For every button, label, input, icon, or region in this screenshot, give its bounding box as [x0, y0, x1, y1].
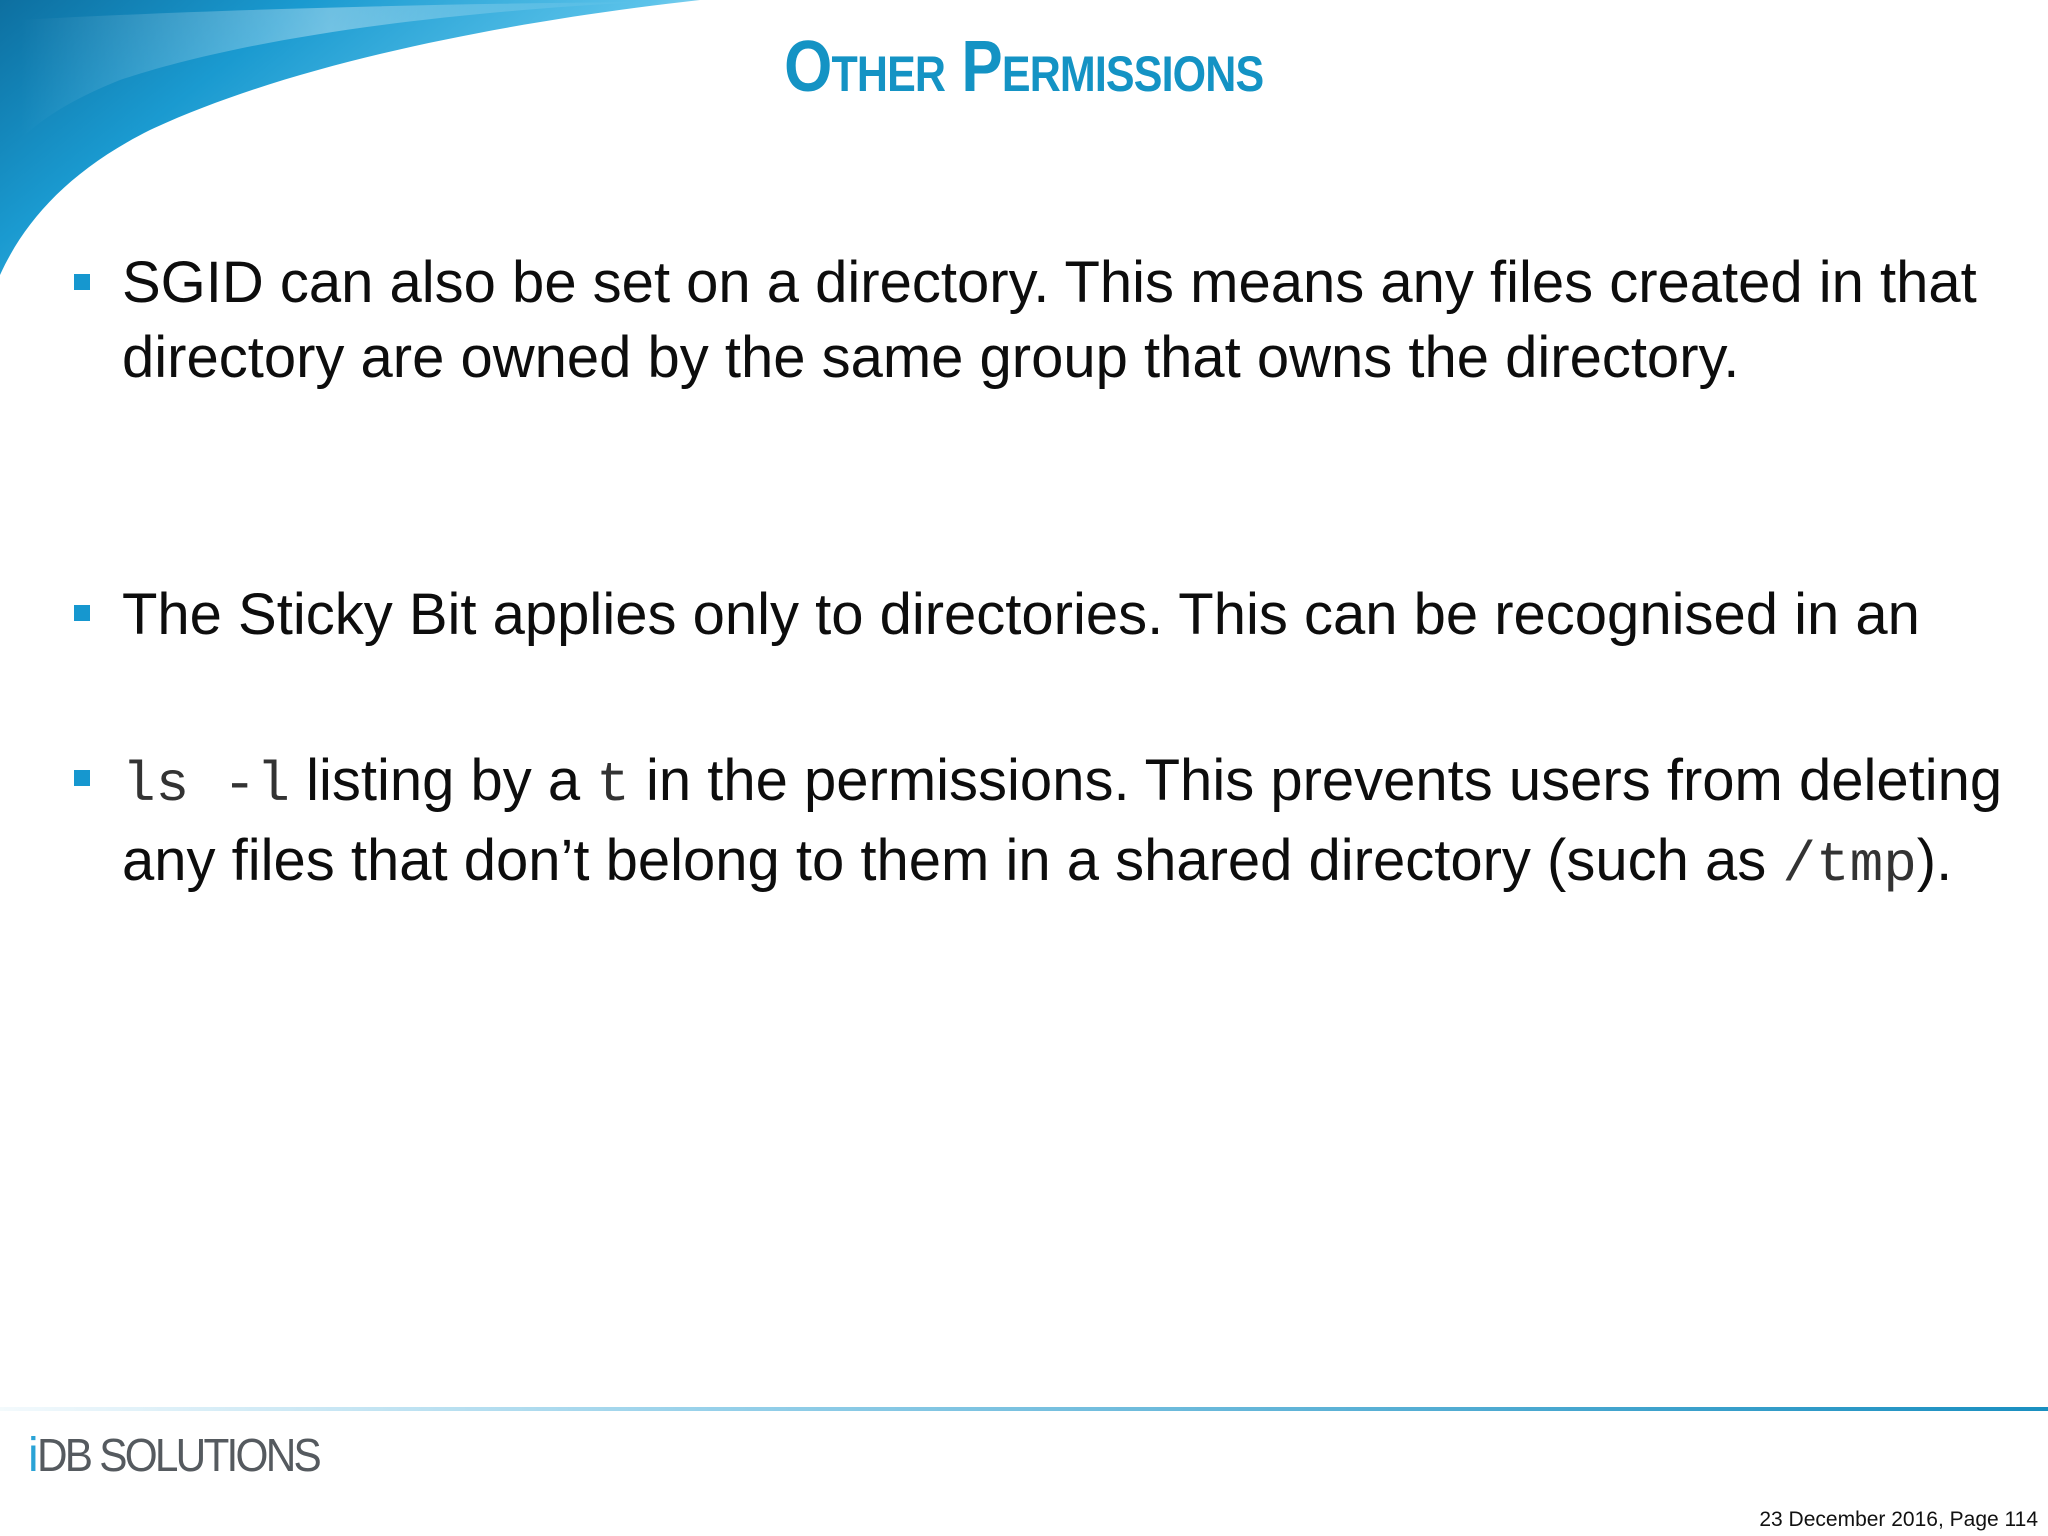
- logo-mark: i: [28, 1429, 37, 1482]
- bullet-text: SGID can also be set on a directory. This means any files created in that directory are owned by the same group that owns the directory.: [122, 250, 1977, 390]
- bullet-text: The Sticky Bit applies only to directories. This can be recognised in an: [122, 582, 1920, 647]
- bullet-text: in the permissions. This prevents users from deleting any files that don’t belong to them in a shared directory (such as: [122, 748, 2003, 893]
- bullet-item: [122, 245, 2022, 395]
- bullet-text: ).: [1916, 828, 1953, 893]
- company-logo: [28, 1428, 343, 1488]
- bullet-text: listing by a: [290, 748, 597, 813]
- bullet-item: [122, 577, 2022, 652]
- code-snippet: ls -l: [122, 753, 291, 817]
- bullet-marker: [74, 274, 90, 290]
- code-snippet: t: [596, 753, 630, 817]
- slide-title: Other Permissions: [784, 27, 1264, 107]
- bullet-marker: [74, 770, 90, 786]
- footer-divider: [0, 1407, 2048, 1411]
- code-snippet: /tmp: [1782, 833, 1917, 897]
- bullet-item: [122, 743, 2022, 903]
- footer-date-page: 23 December 2016, Page 114: [1759, 1508, 2038, 1531]
- bullet-marker: [74, 605, 90, 621]
- logo-text: DB SOLUTIONS: [36, 1429, 319, 1481]
